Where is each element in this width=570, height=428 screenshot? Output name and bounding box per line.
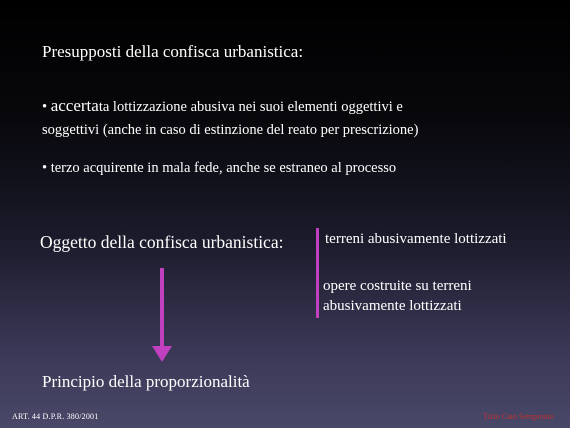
oggetto-heading: Oggetto della confisca urbanistica: [40, 232, 284, 252]
bullet-text-line2: soggettivi (anche in caso di estinzione del reato per prescrizione) [42, 122, 419, 138]
bullet-symbol: • [42, 160, 48, 176]
oggetto-item-terreni: terreni abusivamente lottizzati [325, 231, 507, 247]
footer-author: Tizio Caio Sempronio [483, 412, 554, 421]
bullet-symbol: • [42, 99, 48, 115]
down-arrow-icon [150, 268, 174, 364]
bullet-text: terzo acquirente in mala fede, anche se estraneo al processo [50, 160, 397, 176]
principio-heading: Principio della proporzionalità [42, 372, 250, 391]
bullet-terzo-acquirente [42, 160, 542, 177]
presupposti-heading: Presupposti della confisca urbanistica: [42, 42, 304, 61]
oggetto-item-opere: opere costruite su terreni abusivamente lottizzati [323, 278, 472, 314]
bullet-accertata [42, 94, 542, 142]
footer-citation: ART. 44 D.P.R. 380/2001 [12, 412, 99, 421]
bullet-text-line1: ta lottizzazione abusiva nei suoi elementi oggettivi e [98, 99, 403, 115]
bracket-divider [316, 228, 319, 318]
bullet-lead-word: accerta [50, 96, 99, 115]
